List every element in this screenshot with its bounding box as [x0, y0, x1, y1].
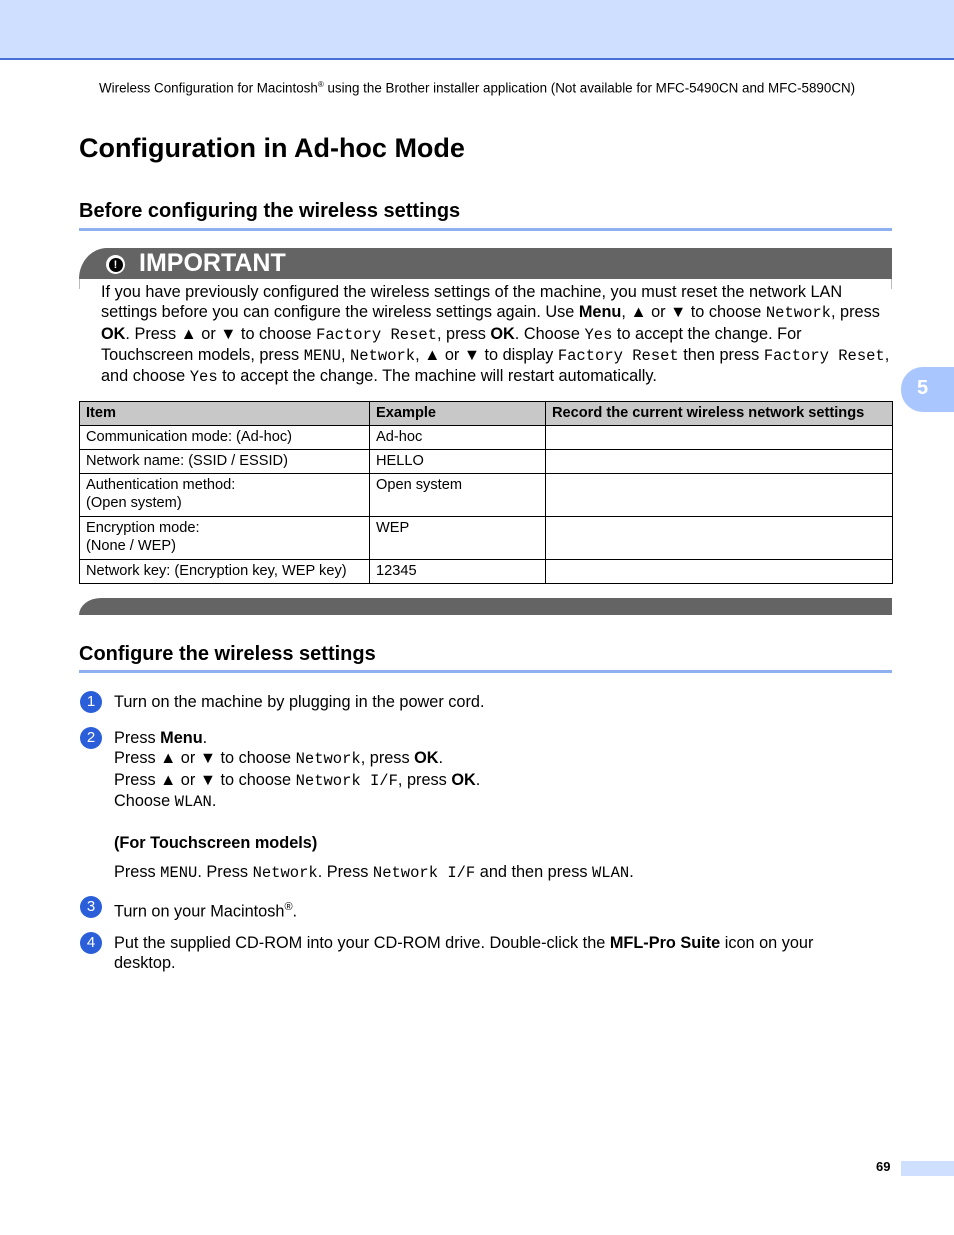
table-row: [80, 450, 893, 474]
touchscreen-instructions: Press MENU. Press Network. Press Network I/F and then press WLAN.: [114, 863, 634, 882]
top-header-band: [0, 0, 954, 60]
settings-table: [79, 401, 893, 584]
cell-record: [546, 517, 893, 560]
page-title: Configuration in Ad-hoc Mode: [79, 133, 465, 163]
section-rule: [79, 228, 892, 231]
step-1-text: Turn on the machine by plugging in the power cord.: [114, 693, 485, 711]
cell-example: WEP: [370, 517, 546, 560]
cell-example: 12345: [370, 560, 546, 584]
section-heading-before: Before configuring the wireless settings: [79, 200, 461, 222]
important-label: IMPORTANT: [139, 249, 286, 277]
chapter-tab: 5: [901, 367, 954, 412]
table-row: [80, 517, 893, 560]
cell-record: [546, 426, 893, 450]
step-number-3: 3: [80, 896, 102, 918]
cell-record: [546, 450, 893, 474]
table-header-row: [80, 402, 893, 426]
running-header: Wireless Configuration for Macintosh® using the Brother installer application (Not available for MFC-5490CN and MFC-5890CN): [99, 80, 856, 96]
section-heading-configure: Configure the wireless settings: [79, 643, 376, 665]
col-header-record: Record the current wireless network settings: [546, 402, 893, 426]
important-end-bar: [79, 598, 892, 615]
step-number-4: 4: [80, 932, 102, 954]
cell-example: Open system: [370, 474, 546, 517]
col-header-example: Example: [370, 402, 546, 426]
cell-example: HELLO: [370, 450, 546, 474]
touchscreen-heading: (For Touchscreen models): [114, 834, 318, 852]
step-2-text: Press Menu. Press ▲ or ▼ to choose Network, press OK. Press ▲ or ▼ to choose Network I/F, press OK. Choose WLAN.: [114, 729, 481, 811]
cell-item: Network key: (Encryption key, WEP key): [80, 560, 370, 584]
col-header-item: Item: [80, 402, 370, 426]
table-row: [80, 560, 893, 584]
important-paragraph: If you have previously configured the wireless settings of the machine, you must reset the network LAN settings before you can configure the wireless settings again. Use Menu, ▲ or ▼ to choose Network, press OK. Press ▲ or ▼ to choose Factory Reset, press OK. Choose Yes to accept the change. For Touchscreen models, press MENU, Network, ▲ or ▼ to display Factory Reset then press Factory Reset, and choose Yes to accept the change. The machine will restart automatically.: [101, 283, 890, 387]
step-number-1: 1: [80, 691, 102, 713]
cell-item: Authentication method: (Open system): [80, 474, 370, 517]
cell-item: Network name: (SSID / ESSID): [80, 450, 370, 474]
step-number-2: 2: [80, 727, 102, 749]
cell-item: Communication mode: (Ad-hoc): [80, 426, 370, 450]
page-number: 69: [876, 1159, 891, 1174]
cell-record: [546, 474, 893, 517]
section-rule: [79, 670, 892, 673]
table-row: [80, 474, 893, 517]
step-3-text: Turn on your Macintosh®.: [114, 901, 298, 921]
cell-record: [546, 560, 893, 584]
step-4-text: Put the supplied CD-ROM into your CD-ROM drive. Double-click the MFL-Pro Suite icon on your desktop.: [114, 934, 814, 973]
footer-band: [901, 1161, 954, 1176]
table-row: [80, 426, 893, 450]
cell-item: Encryption mode: (None / WEP): [80, 517, 370, 560]
exclamation-icon: !: [106, 255, 125, 274]
cell-example: Ad-hoc: [370, 426, 546, 450]
